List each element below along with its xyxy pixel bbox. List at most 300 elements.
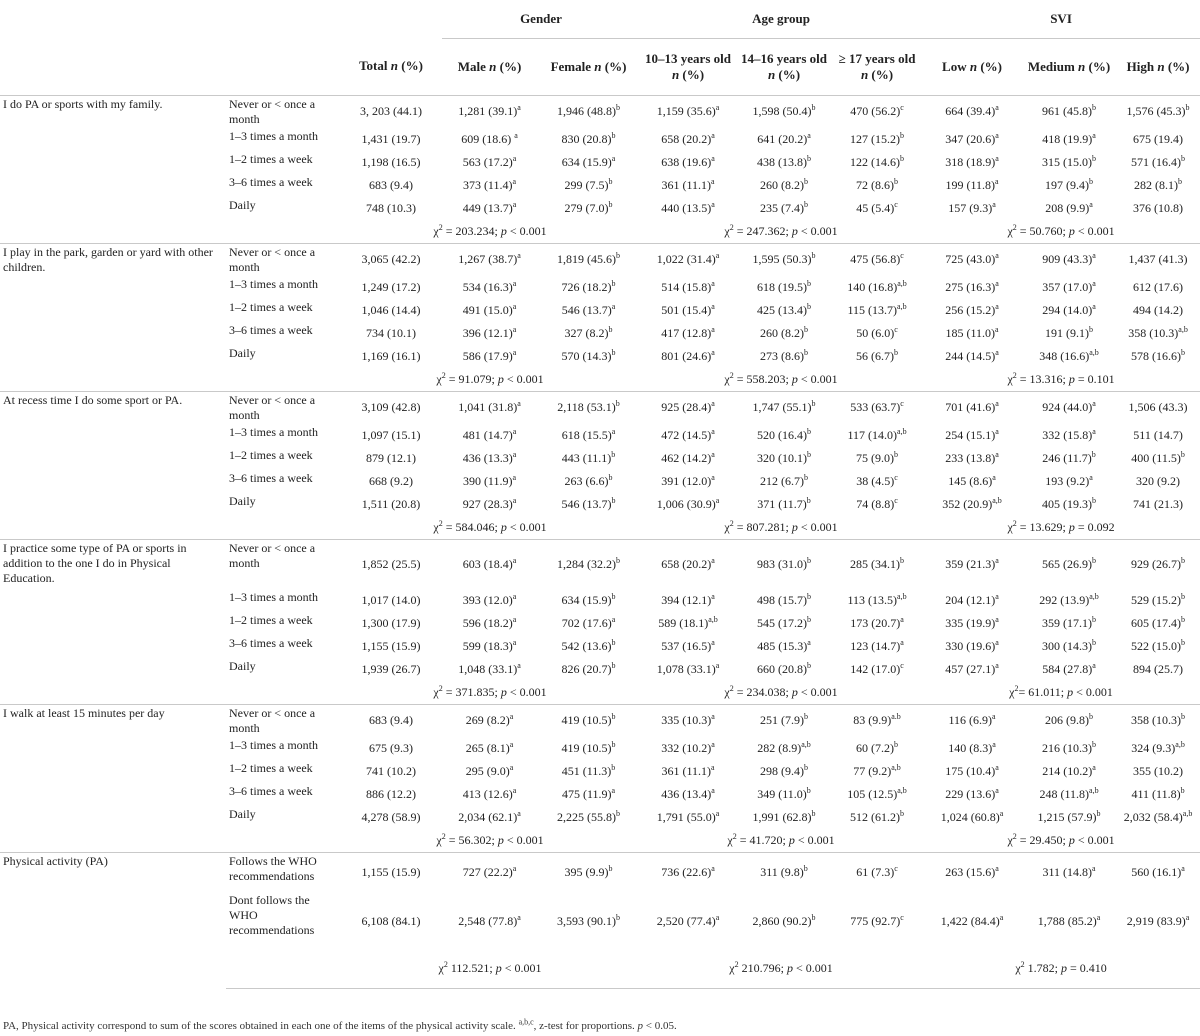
value-text: 1,097 (15.1) xyxy=(361,428,421,442)
value-cell xyxy=(537,852,640,892)
significance-superscript: a xyxy=(807,638,811,647)
value-text: 74 (8.8) xyxy=(856,497,895,511)
value-text: 1,819 (45.6) xyxy=(557,252,616,267)
value-cell xyxy=(340,345,442,368)
significance-superscript: a xyxy=(1092,863,1096,873)
value-text: 1,267 (38.7) xyxy=(458,252,518,267)
p-value: = 0.410 xyxy=(1066,961,1107,976)
p-symbol: p xyxy=(1060,961,1067,976)
empty-cell xyxy=(226,516,340,539)
value-text: 185 (11.0) xyxy=(945,326,996,340)
significance-superscript: a xyxy=(514,131,518,140)
significance-superscript: b xyxy=(807,555,812,565)
chi-statistic: = 247.362; xyxy=(733,223,792,238)
value-cell xyxy=(832,197,922,220)
value-cell xyxy=(922,128,1022,151)
value-text: 263 (6.6) xyxy=(564,474,609,488)
p-symbol: p xyxy=(1067,684,1074,699)
significance-superscript: a xyxy=(995,399,999,409)
value-cell xyxy=(442,243,537,276)
value-text: 292 (13.9) xyxy=(1039,593,1090,607)
value-text: 457 (27.1) xyxy=(945,662,996,676)
value-text: 359 (21.3) xyxy=(945,556,996,571)
significance-superscript: b xyxy=(1092,555,1097,565)
value-text: 50 (6.0) xyxy=(856,326,895,340)
chi-symbol: χ xyxy=(1007,371,1013,386)
significance-superscript: b xyxy=(1181,555,1186,565)
footnote-superscript: a,b,c xyxy=(518,1017,534,1027)
response-label: 1–3 times a month xyxy=(229,277,318,291)
value-cell xyxy=(1022,391,1116,424)
value-cell xyxy=(640,322,736,345)
table-row xyxy=(0,391,1200,424)
value-cell xyxy=(1022,539,1116,589)
value-cell xyxy=(832,589,922,612)
column-header-label: High xyxy=(1126,58,1155,74)
response-label: Never or < once a month xyxy=(226,391,340,424)
p-symbol: p xyxy=(500,684,507,699)
significance-superscript: b xyxy=(1092,615,1097,624)
significance-superscript: a xyxy=(512,427,517,436)
value-text: 472 (14.5) xyxy=(661,428,712,442)
significance-superscript: a xyxy=(995,661,999,670)
value-cell xyxy=(832,391,922,424)
value-cell xyxy=(640,737,736,760)
value-text: 38 (4.5) xyxy=(856,474,895,488)
value-text: 72 (8.6) xyxy=(856,178,895,192)
chi-symbol: χ xyxy=(724,519,730,534)
value-cell xyxy=(1116,174,1200,197)
significance-superscript: a xyxy=(509,712,514,722)
value-text: 199 (11.8) xyxy=(945,178,996,192)
value-cell xyxy=(922,783,1022,806)
value-text: 405 (19.3) xyxy=(1042,497,1093,511)
significance-superscript: a xyxy=(1092,302,1096,311)
value-text: 2,520 (77.4) xyxy=(656,913,716,928)
significance-superscript: b xyxy=(616,251,620,261)
value-text: 638 (19.6) xyxy=(661,155,712,169)
value-cell xyxy=(922,95,1022,128)
value-text: 1,048 (33.1) xyxy=(458,662,518,676)
significance-superscript: a xyxy=(611,154,616,163)
value-text: 140 (8.3) xyxy=(948,741,993,755)
value-text: 206 (9.8) xyxy=(1045,713,1090,728)
value-text: 1,506 (43.3) xyxy=(1128,400,1188,415)
value-text: 2,032 (58.4) xyxy=(1123,810,1183,824)
value-text: 60 (7.2) xyxy=(856,741,895,755)
significance-superscript: b xyxy=(616,103,620,113)
significance-superscript: a xyxy=(512,638,517,647)
chi-square-result xyxy=(922,681,1200,704)
response-label: 1–3 times a month xyxy=(229,738,318,752)
significance-superscript: a xyxy=(715,912,720,922)
value-text: 254 (15.1) xyxy=(945,428,996,442)
chi-square-result xyxy=(340,516,640,539)
value-cell xyxy=(1116,783,1200,806)
significance-superscript: a xyxy=(1092,399,1096,409)
column-header-pct: (%) xyxy=(871,66,894,82)
value-cell xyxy=(922,612,1022,635)
value-text: 529 (15.2) xyxy=(1131,593,1182,607)
chi-exponent: 2 xyxy=(729,222,734,232)
value-cell xyxy=(537,447,640,470)
significance-superscript: a xyxy=(900,638,904,647)
value-cell xyxy=(832,760,922,783)
value-cell xyxy=(537,783,640,806)
significance-superscript: b xyxy=(608,200,613,209)
value-cell xyxy=(736,128,832,151)
chi-symbol: χ xyxy=(729,961,735,976)
significance-superscript: a,b xyxy=(708,615,718,624)
significance-superscript: b xyxy=(611,279,616,288)
value-cell xyxy=(922,391,1022,424)
chi-statistic: = 807.281; xyxy=(733,519,792,534)
chi-statistic: = 234.038; xyxy=(733,684,792,699)
significance-superscript: a xyxy=(512,325,517,334)
header-group-row xyxy=(0,0,1200,38)
value-text: 929 (26.7) xyxy=(1131,556,1182,571)
column-header-label: Male xyxy=(457,58,486,74)
column-header-n: n xyxy=(489,58,497,74)
response-label: 3–6 times a week xyxy=(229,323,313,337)
significance-superscript: a xyxy=(711,712,715,722)
significance-superscript: a xyxy=(512,615,517,624)
significance-superscript: c xyxy=(900,661,904,670)
value-cell xyxy=(832,635,922,658)
question-label: I play in the park, garden or yard with other children. xyxy=(0,243,226,391)
column-header-n: n xyxy=(594,58,602,74)
value-text: 511 (14.7) xyxy=(1133,428,1183,442)
value-cell xyxy=(442,391,537,424)
value-cell xyxy=(537,737,640,760)
column-header xyxy=(537,38,640,95)
significance-superscript: a xyxy=(995,348,999,357)
value-cell xyxy=(736,539,832,589)
value-cell xyxy=(922,424,1022,447)
chi-exponent: 2 xyxy=(729,370,734,380)
value-text: 335 (19.9) xyxy=(945,616,996,630)
value-cell xyxy=(736,737,832,760)
value-cell xyxy=(442,806,537,829)
significance-superscript: b xyxy=(894,177,899,186)
significance-superscript: b xyxy=(803,863,808,873)
value-cell xyxy=(340,470,442,493)
value-cell xyxy=(736,783,832,806)
significance-superscript: a xyxy=(995,154,999,163)
value-text: 1,198 (16.5) xyxy=(361,155,421,169)
significance-superscript: a xyxy=(1092,251,1096,261)
chi-symbol: χ xyxy=(1007,223,1013,238)
value-cell xyxy=(922,539,1022,589)
value-cell xyxy=(537,243,640,276)
value-text: 2,118 (53.1) xyxy=(557,400,616,415)
empty-cell xyxy=(226,681,340,704)
chi-statistic: = 203.234; xyxy=(442,223,501,238)
value-text: 204 (12.1) xyxy=(945,593,996,607)
significance-superscript: b xyxy=(611,661,616,670)
significance-superscript: a xyxy=(995,638,999,647)
p-value: = 0.101 xyxy=(1074,371,1115,386)
value-text: 77 (9.2) xyxy=(853,764,892,778)
value-text: 2,034 (62.1) xyxy=(458,810,518,824)
p-symbol: p xyxy=(500,519,507,534)
value-text: 2,548 (77.8) xyxy=(458,913,518,928)
value-cell xyxy=(1022,892,1116,950)
chi-exponent: 2 xyxy=(734,960,739,970)
column-header-n: n xyxy=(767,66,776,82)
p-symbol: p xyxy=(791,223,798,238)
value-text: 142 (17.0) xyxy=(850,662,901,676)
significance-superscript: b xyxy=(1181,712,1186,722)
value-text: 501 (15.4) xyxy=(661,303,712,317)
chi-symbol: χ xyxy=(727,832,733,847)
value-cell xyxy=(1116,539,1200,589)
chi-symbol: χ xyxy=(433,684,439,699)
value-text: 352 (20.9) xyxy=(942,497,993,511)
significance-superscript: a xyxy=(1092,427,1096,436)
value-text: 545 (17.2) xyxy=(757,616,808,630)
value-cell xyxy=(640,612,736,635)
value-cell xyxy=(442,760,537,783)
significance-superscript: b xyxy=(608,325,613,334)
value-cell xyxy=(442,447,537,470)
value-cell xyxy=(340,783,442,806)
value-cell xyxy=(640,128,736,151)
value-cell xyxy=(1116,128,1200,151)
table-row xyxy=(0,704,1200,737)
significance-superscript: a xyxy=(517,912,521,922)
p-symbol: p xyxy=(788,832,795,847)
value-text: 1,078 (33.1) xyxy=(656,662,716,676)
significance-superscript: a xyxy=(512,555,517,565)
significance-superscript: b xyxy=(1092,103,1097,113)
value-text: 260 (8.2) xyxy=(760,178,805,192)
value-text: 725 (43.0) xyxy=(945,252,996,267)
value-cell xyxy=(640,424,736,447)
value-cell xyxy=(640,391,736,424)
chi-statistic: 112.521; xyxy=(447,961,496,976)
significance-superscript: a xyxy=(711,592,715,601)
significance-superscript: b xyxy=(900,809,905,818)
value-cell xyxy=(922,760,1022,783)
table-footnote xyxy=(3,1019,677,1033)
table-row xyxy=(0,539,1200,589)
chi-exponent: 2 xyxy=(443,960,448,970)
response-label: 1–3 times a month xyxy=(229,590,318,604)
significance-superscript: b xyxy=(811,912,816,922)
value-cell xyxy=(1022,128,1116,151)
chi-square-result xyxy=(922,220,1200,243)
value-text: 886 (12.2) xyxy=(366,787,416,801)
value-cell xyxy=(1116,299,1200,322)
significance-superscript: b xyxy=(804,325,809,334)
column-header-pct: (%) xyxy=(980,58,1003,74)
value-text: 115 (13.7) xyxy=(847,303,898,317)
significance-superscript: a,b xyxy=(1089,348,1099,357)
value-cell xyxy=(832,299,922,322)
value-cell xyxy=(640,299,736,322)
chi-exponent: 2 xyxy=(1012,831,1017,841)
significance-superscript: a xyxy=(995,325,999,334)
footnote-text: PA, Physical activity correspond to sum of the scores obtained in each one of the items of the physical activity scale. xyxy=(3,1020,519,1032)
value-text: 373 (11.4) xyxy=(462,178,513,192)
value-text: 925 (28.4) xyxy=(661,400,712,415)
value-cell xyxy=(537,892,640,950)
significance-superscript: a,b xyxy=(897,427,907,436)
significance-superscript: c xyxy=(894,863,898,873)
significance-superscript: a xyxy=(992,712,996,722)
value-text: 418 (19.9) xyxy=(1042,132,1093,146)
significance-superscript: b xyxy=(616,912,620,922)
significance-superscript: a xyxy=(611,302,616,311)
significance-superscript: b xyxy=(1178,177,1183,186)
significance-superscript: a xyxy=(995,131,999,140)
p-symbol: p xyxy=(791,519,798,534)
value-cell xyxy=(340,760,442,783)
value-text: 522 (15.0) xyxy=(1131,639,1182,653)
significance-superscript: b xyxy=(894,348,899,357)
significance-superscript: b xyxy=(1091,450,1096,459)
significance-superscript: a xyxy=(512,786,517,795)
value-cell xyxy=(1116,892,1200,950)
value-text: 332 (10.2) xyxy=(661,741,712,755)
value-text: 741 (10.2) xyxy=(366,764,416,778)
value-cell xyxy=(442,852,537,892)
question-label: Physical activity (PA) xyxy=(0,852,226,988)
p-value: < 0.001 xyxy=(797,684,838,699)
p-value: < 0.001 xyxy=(1074,223,1115,238)
significance-superscript: a,b xyxy=(1089,786,1099,795)
significance-superscript: a xyxy=(992,473,996,482)
value-text: 584 (27.8) xyxy=(1042,662,1093,676)
value-text: 534 (16.3) xyxy=(462,280,513,294)
value-text: 2,860 (90.2) xyxy=(752,913,812,928)
value-text: 122 (14.6) xyxy=(850,155,901,169)
value-cell xyxy=(340,658,442,681)
significance-superscript: b xyxy=(804,177,809,186)
column-header-label: Female xyxy=(550,58,592,74)
value-cell xyxy=(1116,322,1200,345)
table-row xyxy=(0,95,1200,128)
value-cell xyxy=(1022,635,1116,658)
value-text: 265 (8.1) xyxy=(465,741,510,755)
value-text: 279 (7.0) xyxy=(564,201,609,215)
value-cell xyxy=(736,658,832,681)
significance-superscript: a xyxy=(711,473,715,482)
value-cell xyxy=(832,539,922,589)
significance-superscript: c xyxy=(900,103,904,113)
chi-square-result xyxy=(922,829,1200,852)
value-text: 1,215 (57.9) xyxy=(1037,810,1097,824)
value-cell xyxy=(442,299,537,322)
column-header-label: Low xyxy=(942,58,967,74)
chi-exponent: 2 xyxy=(729,683,734,693)
value-text: 1,422 (84.4) xyxy=(940,913,1000,928)
value-cell xyxy=(922,470,1022,493)
column-header-label: 14–16 years old xyxy=(741,50,827,66)
value-text: 396 (12.1) xyxy=(462,326,513,340)
value-cell xyxy=(1116,852,1200,892)
chi-square-result xyxy=(340,829,640,852)
value-text: 1,300 (17.9) xyxy=(361,616,421,630)
value-cell xyxy=(1022,345,1116,368)
significance-superscript: b xyxy=(804,200,809,209)
value-text: 1,939 (26.7) xyxy=(361,662,421,676)
significance-superscript: a xyxy=(715,809,720,818)
significance-superscript: a,b xyxy=(897,302,907,311)
value-text: 1,281 (39.1) xyxy=(458,104,518,119)
value-text: 462 (14.2) xyxy=(661,451,712,465)
significance-superscript: a xyxy=(995,450,999,459)
value-cell xyxy=(340,197,442,220)
significance-superscript: a xyxy=(711,177,715,186)
response-label: Daily xyxy=(229,198,256,212)
significance-superscript: a xyxy=(512,348,517,357)
value-cell xyxy=(1022,470,1116,493)
value-cell xyxy=(537,806,640,829)
value-cell xyxy=(442,612,537,635)
significance-superscript: a xyxy=(992,740,996,749)
value-text: 481 (14.7) xyxy=(462,428,513,442)
significance-superscript: a xyxy=(711,555,715,565)
significance-superscript: a xyxy=(995,555,999,565)
column-header-n: n xyxy=(1078,58,1086,74)
value-text: 1,284 (32.2) xyxy=(557,556,616,571)
value-cell xyxy=(537,128,640,151)
column-header xyxy=(1022,38,1116,95)
value-text: 443 (11.1) xyxy=(561,451,612,465)
significance-superscript: a xyxy=(995,279,999,288)
significance-superscript: a,b xyxy=(1175,740,1185,749)
value-cell xyxy=(537,322,640,345)
value-text: 683 (9.4) xyxy=(369,178,413,192)
significance-superscript: a xyxy=(1092,131,1096,140)
chi-square-result xyxy=(922,516,1200,539)
question-label: I walk at least 15 minutes per day xyxy=(0,704,226,852)
value-text: 664 (39.4) xyxy=(945,104,996,119)
significance-superscript: b xyxy=(811,399,816,409)
p-symbol: p xyxy=(495,961,502,976)
chi-statistic: = 13.316; xyxy=(1016,371,1069,386)
value-cell xyxy=(340,95,442,128)
significance-superscript: b xyxy=(804,712,809,722)
column-header-n: n xyxy=(860,66,869,82)
p-value: < 0.001 xyxy=(501,961,542,976)
value-cell xyxy=(1022,243,1116,276)
value-cell xyxy=(832,704,922,737)
value-cell xyxy=(442,95,537,128)
value-cell xyxy=(922,737,1022,760)
significance-superscript: b xyxy=(616,809,620,818)
column-header-label: Total xyxy=(359,58,388,74)
response-label: 1–2 times a week xyxy=(229,761,313,775)
chi-exponent: 2 xyxy=(438,222,443,232)
value-text: 315 (15.0) xyxy=(1042,155,1093,169)
value-text: 117 (14.0) xyxy=(847,428,898,442)
column-header xyxy=(340,38,442,95)
significance-superscript: a xyxy=(1181,863,1185,873)
value-cell xyxy=(442,737,537,760)
value-cell xyxy=(736,892,832,950)
value-text: 658 (20.2) xyxy=(661,556,712,571)
value-cell xyxy=(1022,493,1116,516)
value-cell xyxy=(1022,276,1116,299)
value-cell xyxy=(1022,704,1116,737)
value-text: 1,946 (48.8) xyxy=(557,104,616,119)
value-text: 927 (28.3) xyxy=(462,497,513,511)
column-header xyxy=(640,38,736,95)
value-text: 1,991 (62.8) xyxy=(752,810,812,824)
